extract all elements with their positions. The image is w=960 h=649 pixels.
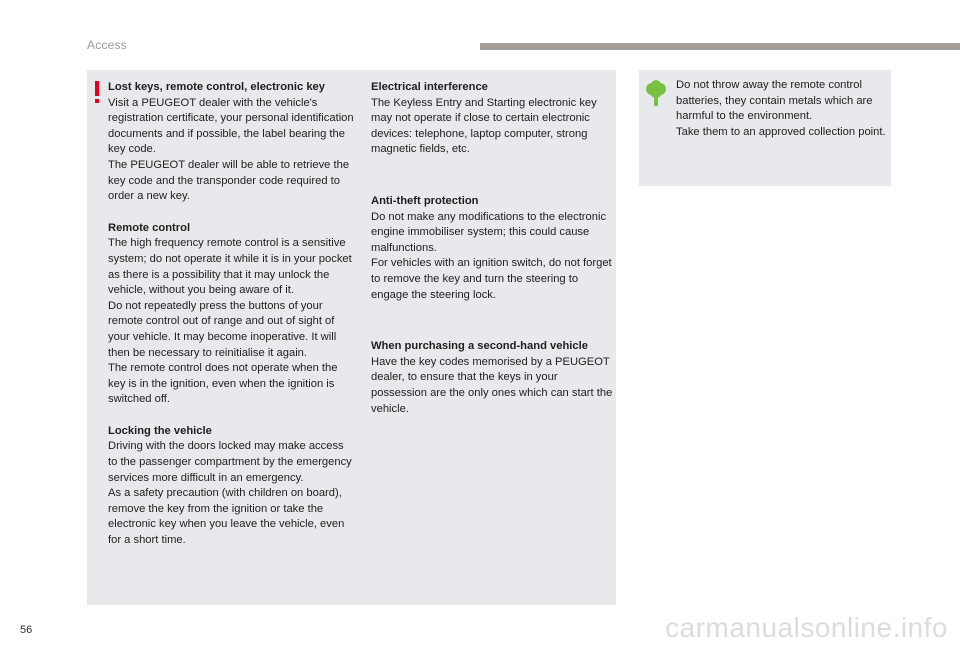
- paragraph: For vehicles with an ignition switch, do not forget to remove the key and turn the steering to engage the steering lock.: [371, 257, 612, 301]
- section-locking-vehicle: [108, 424, 356, 549]
- paragraph: As a safety precaution (with children on board), remove the key from the ignition or take the electronic key when you leave the vehicle, even for a short time.: [108, 487, 345, 547]
- column-1: [108, 80, 356, 549]
- tree-icon: [645, 80, 667, 106]
- section-remote-control: [108, 221, 356, 408]
- paragraph: Do not repeatedly press the buttons of your remote control out of range and out of sight of your vehicle. It may become inoperative. It will then be necessary to reinitialise it again.: [108, 299, 337, 359]
- section-heading: When purchasing a second-hand vehicle: [371, 340, 588, 353]
- paragraph: Do not make any modifications to the electronic engine immobiliser system; this could cause malfunctions.: [371, 210, 607, 254]
- page-number: 56: [20, 624, 33, 636]
- paragraph: Driving with the doors locked may make access to the passenger compartment by the emergency services more difficult in an emergency.: [108, 440, 352, 484]
- warning-exclamation-icon: [92, 81, 102, 103]
- paragraph: Have the key codes memorised by a PEUGEOT dealer, to ensure that the keys in your possession are the only ones which can start the vehicle.: [371, 355, 613, 415]
- paragraph: The remote control does not operate when the key is in the ignition, even when the ignition is switched off.: [108, 362, 338, 406]
- paragraph: The high frequency remote control is a sensitive system; do not operate it while it is in your pocket as there is a possibility that it may unlock the vehicle, without you being aware of it.: [108, 237, 352, 297]
- paragraph: The PEUGEOT dealer will be able to retrieve the key code and the transponder code required to order a new key.: [108, 158, 350, 203]
- paragraph: The Keyless Entry and Starting electronic key may not operate if close to certain electronic devices: telephone, laptop computer, strong magnetic fields, etc.: [371, 96, 597, 156]
- paragraph: Take them to an approved collection point.: [676, 125, 886, 138]
- section-second-hand: [371, 339, 616, 417]
- section-heading: Electrical interference: [371, 81, 488, 93]
- page-header-title: Access: [87, 38, 127, 52]
- column-2: [371, 80, 616, 417]
- paragraph: Do not throw away the remote control batteries, they contain metals which are harmful to the environment.: [676, 79, 873, 123]
- paragraph: Visit a PEUGEOT dealer with the vehicle's registration certificate, your personal identification documents and if possible, the label bearing the key code.: [108, 96, 354, 156]
- watermark: carmanualsonline.info: [665, 612, 948, 643]
- section-heading: Lost keys, remote control, electronic key: [108, 81, 325, 93]
- environment-note: [676, 78, 888, 140]
- section-heading: Remote control: [108, 221, 191, 234]
- section-electrical-interference: [371, 80, 616, 158]
- section-lost-keys: [108, 80, 356, 205]
- section-anti-theft: [371, 194, 616, 303]
- section-heading: Anti-theft protection: [371, 194, 479, 207]
- header-bar: [480, 43, 960, 50]
- section-heading: Locking the vehicle: [108, 424, 212, 437]
